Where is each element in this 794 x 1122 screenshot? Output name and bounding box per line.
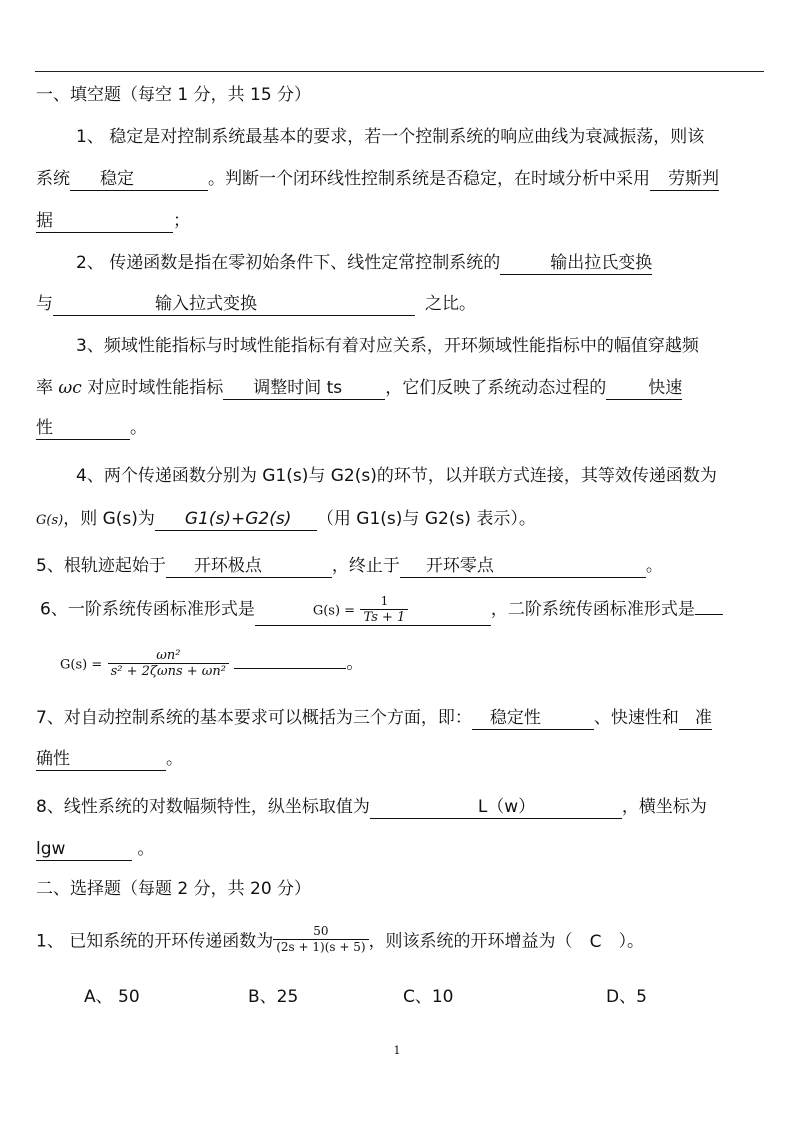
formula-lhs: G(s) = bbox=[312, 603, 356, 619]
option-c: C、10 bbox=[403, 987, 454, 1007]
q2-answer-input: 输入拉式变换 bbox=[53, 293, 415, 316]
page-number: 1 bbox=[393, 1044, 401, 1057]
fraction-denominator: Ts + 1 bbox=[363, 610, 406, 625]
q2-answer-output: 输出拉氏变换 bbox=[500, 252, 652, 275]
omega-c-symbol: ωc bbox=[58, 378, 82, 398]
q1-text: 系统 bbox=[36, 169, 70, 189]
option-d: D、5 bbox=[606, 987, 647, 1007]
q1-text: 。判断一个闭环线性控制系统是否稳定，在时域分析中采用 bbox=[208, 169, 650, 189]
q5-line bbox=[36, 555, 764, 578]
q2-text: 2、 传递函数是指在零初始条件下、线性定常控制系统的 bbox=[76, 253, 501, 273]
header-rule bbox=[35, 71, 764, 72]
q6-answer-second-order bbox=[234, 668, 346, 669]
q3-answer-fast-a: 快速 bbox=[606, 377, 682, 400]
q8-answer-ordinate: L（w） bbox=[370, 796, 622, 819]
q5-answer-poles: 开环极点 bbox=[166, 555, 332, 578]
q2-text: 之比。 bbox=[425, 294, 476, 314]
q3-text: 对应时域性能指标 bbox=[87, 378, 224, 398]
first-order-fraction bbox=[360, 594, 408, 625]
s2-q1-text: ，则该系统的开环增益为（ bbox=[368, 931, 573, 952]
q6-text: 。 bbox=[346, 653, 364, 674]
formula-lhs: G(s) = bbox=[60, 657, 103, 673]
q3-line1 bbox=[76, 335, 764, 357]
s2-q1-line bbox=[36, 926, 764, 957]
q3-text: ，它们反映了系统动态过程的 bbox=[385, 378, 607, 398]
q8-answer-abscissa: lgw bbox=[36, 838, 132, 861]
q3-text: 3、频域性能指标与时域性能指标有着对应关系，开环频域性能指标中的幅值穿越频 bbox=[76, 336, 699, 356]
q6-blank bbox=[695, 614, 723, 615]
q6-line1 bbox=[40, 594, 764, 626]
q7-line1 bbox=[36, 707, 764, 730]
open-loop-fraction bbox=[273, 924, 368, 955]
s2-q1-text: ）。 bbox=[618, 931, 645, 952]
q4-line2 bbox=[36, 508, 764, 532]
q6-text: 6、一阶系统传函标准形式是 bbox=[40, 599, 255, 620]
q3-answer-settling: 调整时间 ts bbox=[223, 377, 385, 400]
q1-line3 bbox=[36, 210, 764, 233]
q3-line2 bbox=[36, 377, 764, 400]
q2-line2 bbox=[36, 293, 764, 316]
fraction-denominator: s² + 2ζωns + ωn² bbox=[110, 664, 226, 679]
q4-text: ，则 G(s)为 bbox=[63, 509, 155, 529]
q1-line1 bbox=[76, 126, 764, 148]
fraction-numerator: 50 bbox=[273, 924, 368, 940]
q6-text: ，二阶系统传函标准形式是 bbox=[490, 599, 695, 620]
q8-line2 bbox=[36, 838, 764, 861]
q7-answer-stability: 稳定性 bbox=[472, 707, 594, 730]
section1-title: 一、填空题（每空 1 分，共 15 分） bbox=[36, 85, 312, 105]
q5-text: 。 bbox=[645, 556, 663, 576]
q1-text: 1、 稳定是对控制系统最基本的要求，若一个控制系统的响应曲线为衰减振荡，则该 bbox=[76, 127, 705, 147]
q3-line3 bbox=[36, 417, 764, 440]
q1-text: ； bbox=[173, 211, 190, 231]
fraction-numerator: 1 bbox=[360, 594, 408, 610]
q3-text: 。 bbox=[130, 418, 147, 438]
s2-q1-answer: C bbox=[589, 931, 602, 952]
q8-text: 8、线性系统的对数幅频特性，纵坐标取值为 bbox=[36, 797, 370, 817]
second-order-fraction bbox=[108, 648, 229, 679]
q4-gs-symbol: G(s) bbox=[36, 513, 64, 528]
q6-answer-first-order bbox=[255, 594, 491, 626]
q5-text: 5、根轨迹起始于 bbox=[36, 556, 166, 576]
q1-line2 bbox=[36, 168, 764, 191]
option-b: B、25 bbox=[248, 987, 299, 1007]
q4-line1 bbox=[76, 465, 764, 487]
q7-text: 。 bbox=[166, 749, 183, 769]
q4-text: 4、两个传递函数分别为 G1(s)与 G2(s)的环节，以并联方式连接，其等效传递函数为 bbox=[76, 466, 717, 486]
q2-line1 bbox=[76, 252, 764, 275]
q1-answer-routh-b: 据 bbox=[36, 210, 173, 233]
q2-text: 与 bbox=[36, 294, 53, 314]
q7-text: 7、对自动控制系统的基本要求可以概括为三个方面，即： bbox=[36, 708, 472, 728]
q4-text: （用 G1(s)与 G2(s) 表示）。 bbox=[316, 509, 536, 529]
q3-answer-fast-b: 性 bbox=[36, 417, 130, 440]
q6-line2 bbox=[60, 648, 764, 679]
q7-answer-accuracy-b: 确性 bbox=[36, 748, 166, 771]
q1-answer-routh-a: 劳斯判 bbox=[650, 168, 719, 191]
q8-text: 。 bbox=[137, 839, 155, 859]
fraction-denominator: (2s + 1)(s + 5) bbox=[276, 940, 366, 954]
q7-line2 bbox=[36, 748, 764, 771]
s2-q1-text: 1、 已知系统的开环传递函数为 bbox=[36, 931, 274, 952]
q5-text: ，终止于 bbox=[331, 556, 400, 576]
q4-answer-sum: G1(s)+G2(s) bbox=[155, 508, 317, 531]
q5-answer-zeros: 开环零点 bbox=[400, 555, 646, 578]
q3-text: 率 bbox=[36, 378, 53, 398]
fraction-numerator: ωn² bbox=[108, 648, 229, 664]
q8-line1 bbox=[36, 796, 764, 819]
q7-text: 、快速性和 bbox=[593, 708, 679, 728]
q1-answer-stable: 稳定 bbox=[70, 168, 208, 191]
q8-text: ，横坐标为 bbox=[621, 797, 707, 817]
option-a: A、 50 bbox=[84, 987, 140, 1007]
q7-answer-accuracy-a: 准 bbox=[679, 707, 712, 730]
section2-title: 二、选择题（每题 2 分，共 20 分） bbox=[36, 879, 312, 899]
